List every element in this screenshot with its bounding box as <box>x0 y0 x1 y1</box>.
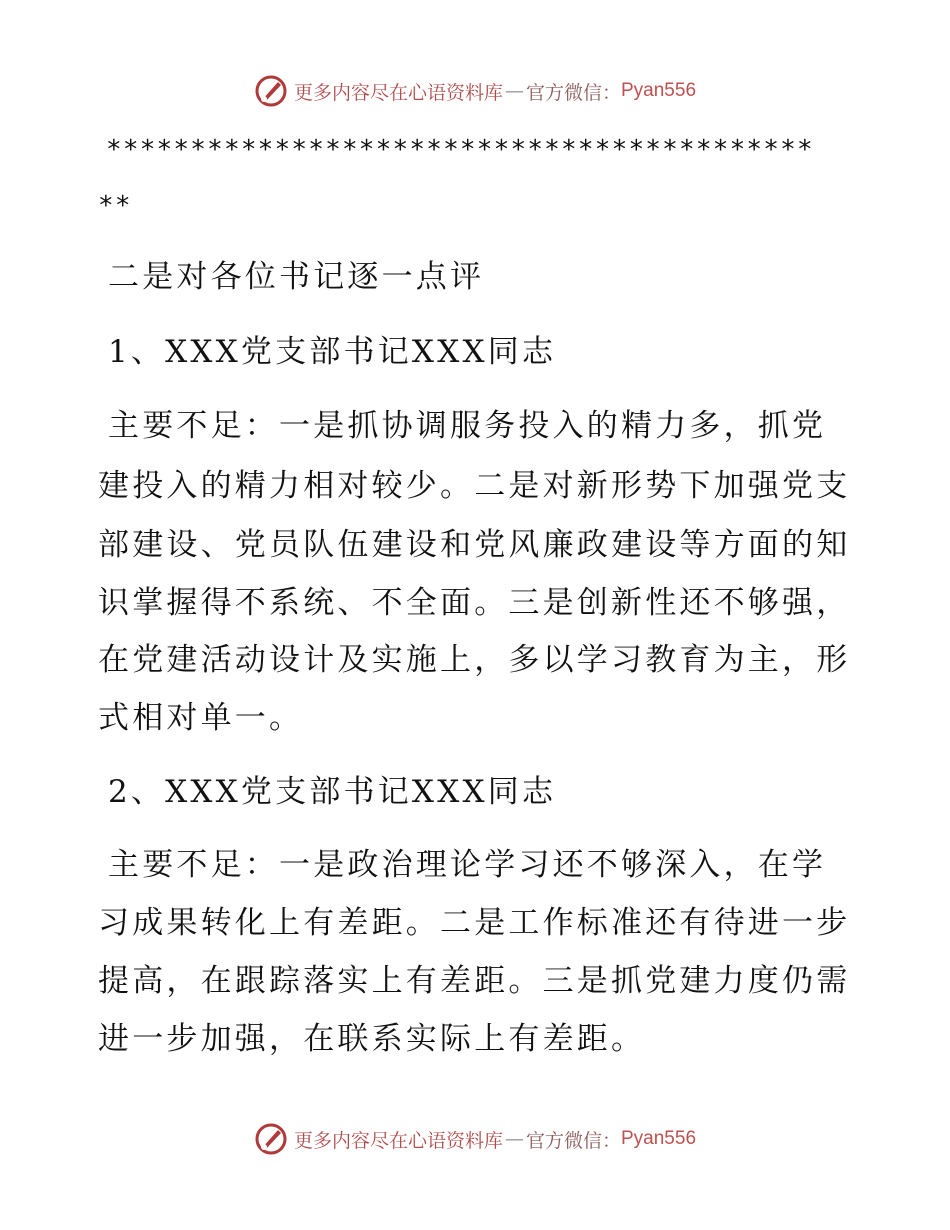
item-2-paragraph-line: 主要不足：一是政治理论学习还不够深入，在学 <box>108 847 827 883</box>
watermark-separator: — <box>504 80 524 102</box>
item-2-title: 2、XXX党支部书记XXX同志 <box>108 774 557 810</box>
section-heading: 二是对各位书记逐一点评 <box>108 259 485 295</box>
item-1-paragraph-line: 主要不足：一是抓协调服务投入的精力多，抓党 <box>108 408 827 444</box>
item-1-title: 1、XXX党支部书记XXX同志 <box>108 334 557 370</box>
item-1-paragraph-line: 部建设、党员队伍建设和党风廉政建设等方面的知 <box>98 527 851 563</box>
asterisk-divider-line-1: ****************************************** <box>106 137 814 163</box>
watermark-handle: Pyan556 <box>621 1128 697 1149</box>
watermark-wechat-label: 官方微信： <box>525 81 621 104</box>
watermark-separator: — <box>504 1128 524 1150</box>
watermark-wechat-label: 官方微信： <box>525 1129 621 1152</box>
item-1-paragraph-line: 建投入的精力相对较少。二是对新形势下加强党支 <box>98 468 851 504</box>
quill-logo-icon <box>254 1122 288 1156</box>
item-2-paragraph-line: 提高，在跟踪落实上有差距。三是抓党建力度仍需 <box>98 963 851 999</box>
watermark-text: 更多内容尽在心语资料库 <box>293 81 503 104</box>
item-1-paragraph-line: 识掌握得不系统、不全面。三是创新性还不够强， <box>98 585 851 621</box>
item-2-paragraph-line: 习成果转化上有差距。二是工作标准还有待进一步 <box>98 905 851 941</box>
asterisk-divider-line-2: ** <box>98 193 132 219</box>
quill-logo-icon <box>254 74 288 108</box>
item-2-paragraph-line: 进一步加强，在联系实际上有差距。 <box>98 1021 646 1057</box>
watermark-banner-top <box>0 71 950 111</box>
watermark-handle: Pyan556 <box>621 80 697 101</box>
watermark-banner-bottom <box>0 1119 950 1159</box>
item-1-paragraph-line: 式相对单一。 <box>98 700 304 736</box>
item-1-paragraph-line: 在党建活动设计及实施上，多以学习教育为主，形 <box>98 642 851 678</box>
watermark-text: 更多内容尽在心语资料库 <box>293 1129 503 1152</box>
